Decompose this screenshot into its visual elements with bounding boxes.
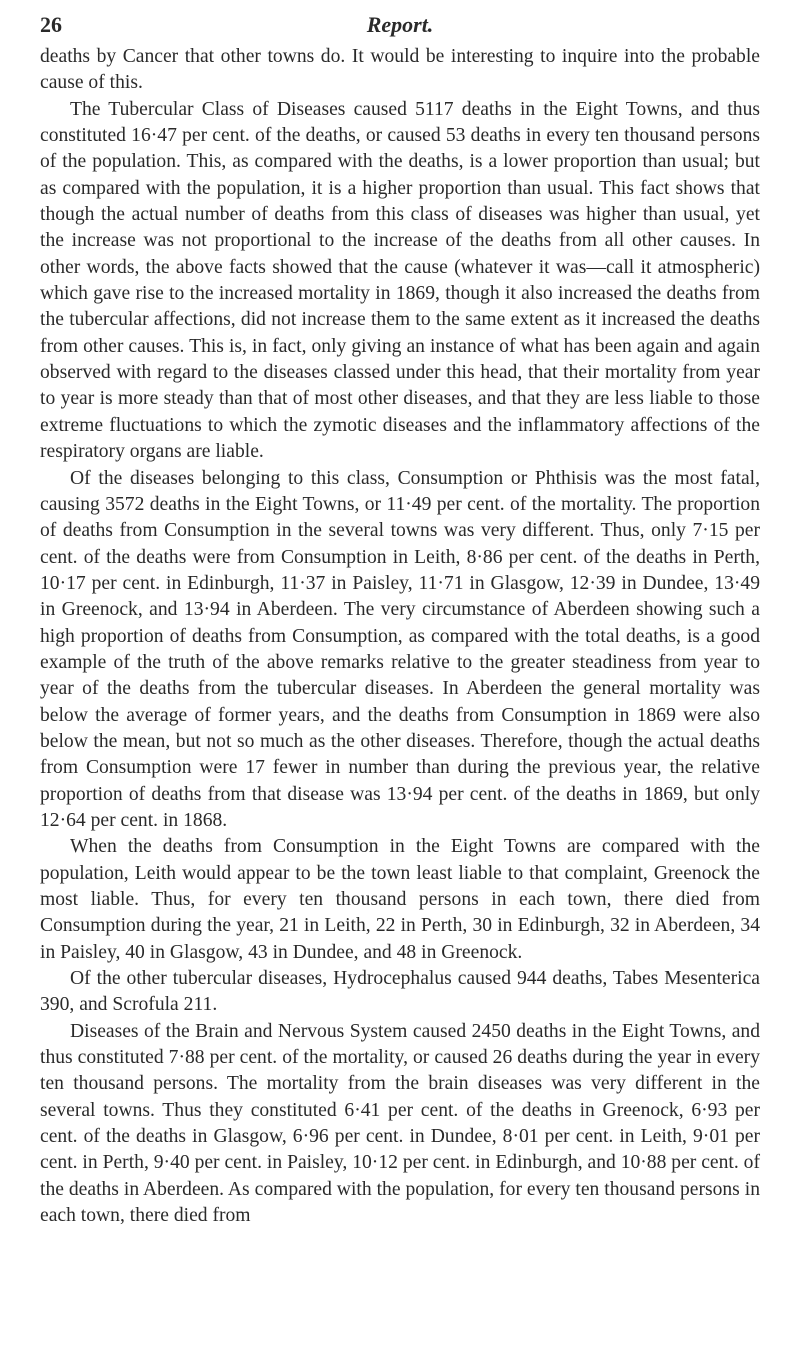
running-title: Report. xyxy=(366,12,434,37)
paragraph-consumption: Of the diseases belonging to this class, Consumption or Phthisis was the most fatal, causing 3572 deaths in the Eight Towns, or 11·49 per cent. of the mortality. The proportion of deaths from Consumption in the several towns was very different. Thus, only 7·15 per cent. of the deaths were from Consumption in Leith, 8·86 per cent. of the deaths in Perth, 10·17 per cent. in Edinburgh, 11·37 in Paisley, 11·71 in Glasgow, 12·39 in Dundee, 13·49 in Greenock, and 13·94 in Aberdeen. The very circumstance of Aberdeen showing such a high proportion of deaths from Consumption, as compared with the total deaths, is a good example of the truth of the above remarks relative to the greater steadiness from year to year of the deaths from the tubercular diseases. In Aberdeen the general mortality was below the average of former years, and the deaths from Consumption in 1869 were also below the mean, but not so much as the other diseases. Therefore, though the actual deaths from Consumption were 17 fewer in number than during the previous year, the relative proportion of deaths from that disease was 13·94 per cent. of the deaths in 1869, but only 12·64 per cent. in 1868. xyxy=(40,467,760,831)
paragraph-brain-diseases: Diseases of the Brain and Nervous System caused 2450 deaths in the Eight Towns, and thus constituted 7·88 per cent. of the mortality, or caused 26 deaths during the year in every ten thousand persons. The mortality from the brain diseases was very different in the several towns. Thus they constituted 6·41 per cent. of the deaths in Greenock, 6·93 per cent. of the deaths in Glasgow, 6·96 per cent. in Dundee, 8·01 per cent. in Leith, 9·01 per cent. in Perth, 9·40 per cent. in Paisley, 10·12 per cent. in Edinburgh, and 10·88 per cent. of the deaths in Aberdeen. As compared with the population, for every ten thousand persons in each town, there died from xyxy=(40,1020,760,1227)
page-header xyxy=(40,10,760,44)
paragraph-other-tubercular: Of the other tubercular diseases, Hydrocephalus caused 944 deaths, Tabes Mesenterica 390, and Scrofula 211. xyxy=(40,968,760,1016)
document-page xyxy=(40,10,760,1229)
body-text xyxy=(40,44,760,1229)
paragraph-consumption-population: When the deaths from Consumption in the Eight Towns are compared with the population, Leith would appear to be the town least liable to that complaint, Greenock the most liable. Thus, for every ten thousand persons in each town, there died from Consumption during the year, 21 in Leith, 22 in Perth, 30 in Edinburgh, 32 in Aberdeen, 34 in Paisley, 40 in Glasgow, 43 in Dundee, and 48 in Greenock. xyxy=(40,836,760,963)
paragraph-continued: deaths by Cancer that other towns do. It would be interesting to inquire into the probable cause of this. xyxy=(40,46,760,94)
page-number: 26 xyxy=(40,12,62,37)
paragraph-tubercular-class: The Tubercular Class of Diseases caused 5117 deaths in the Eight Towns, and thus constituted 16·47 per cent. of the deaths, or caused 53 deaths in every ten thousand persons of the population. This, as compared with the deaths, is a lower proportion than usual; but as compared with the population, it is a higher proportion than usual. This fact shows that though the actual number of deaths from this class of diseases was higher than usual, yet the increase was not proportional to the increase of the deaths from all other causes. In other words, the above facts showed that the cause (whatever it was—call it atmospheric) which gave rise to the increased mortality in 1869, though it also increased the deaths from the tubercular affections, did not increase them to the same extent as it increased the deaths from other causes. This is, in fact, only giving an instance of what has been again and again observed with regard to the diseases classed under this head, that their mortality from year to year is more steady than that of most other diseases, and that they are less liable to those extreme fluctuations to which the zymotic diseases and the inflammatory affections of the respiratory organs are liable. xyxy=(40,98,760,463)
